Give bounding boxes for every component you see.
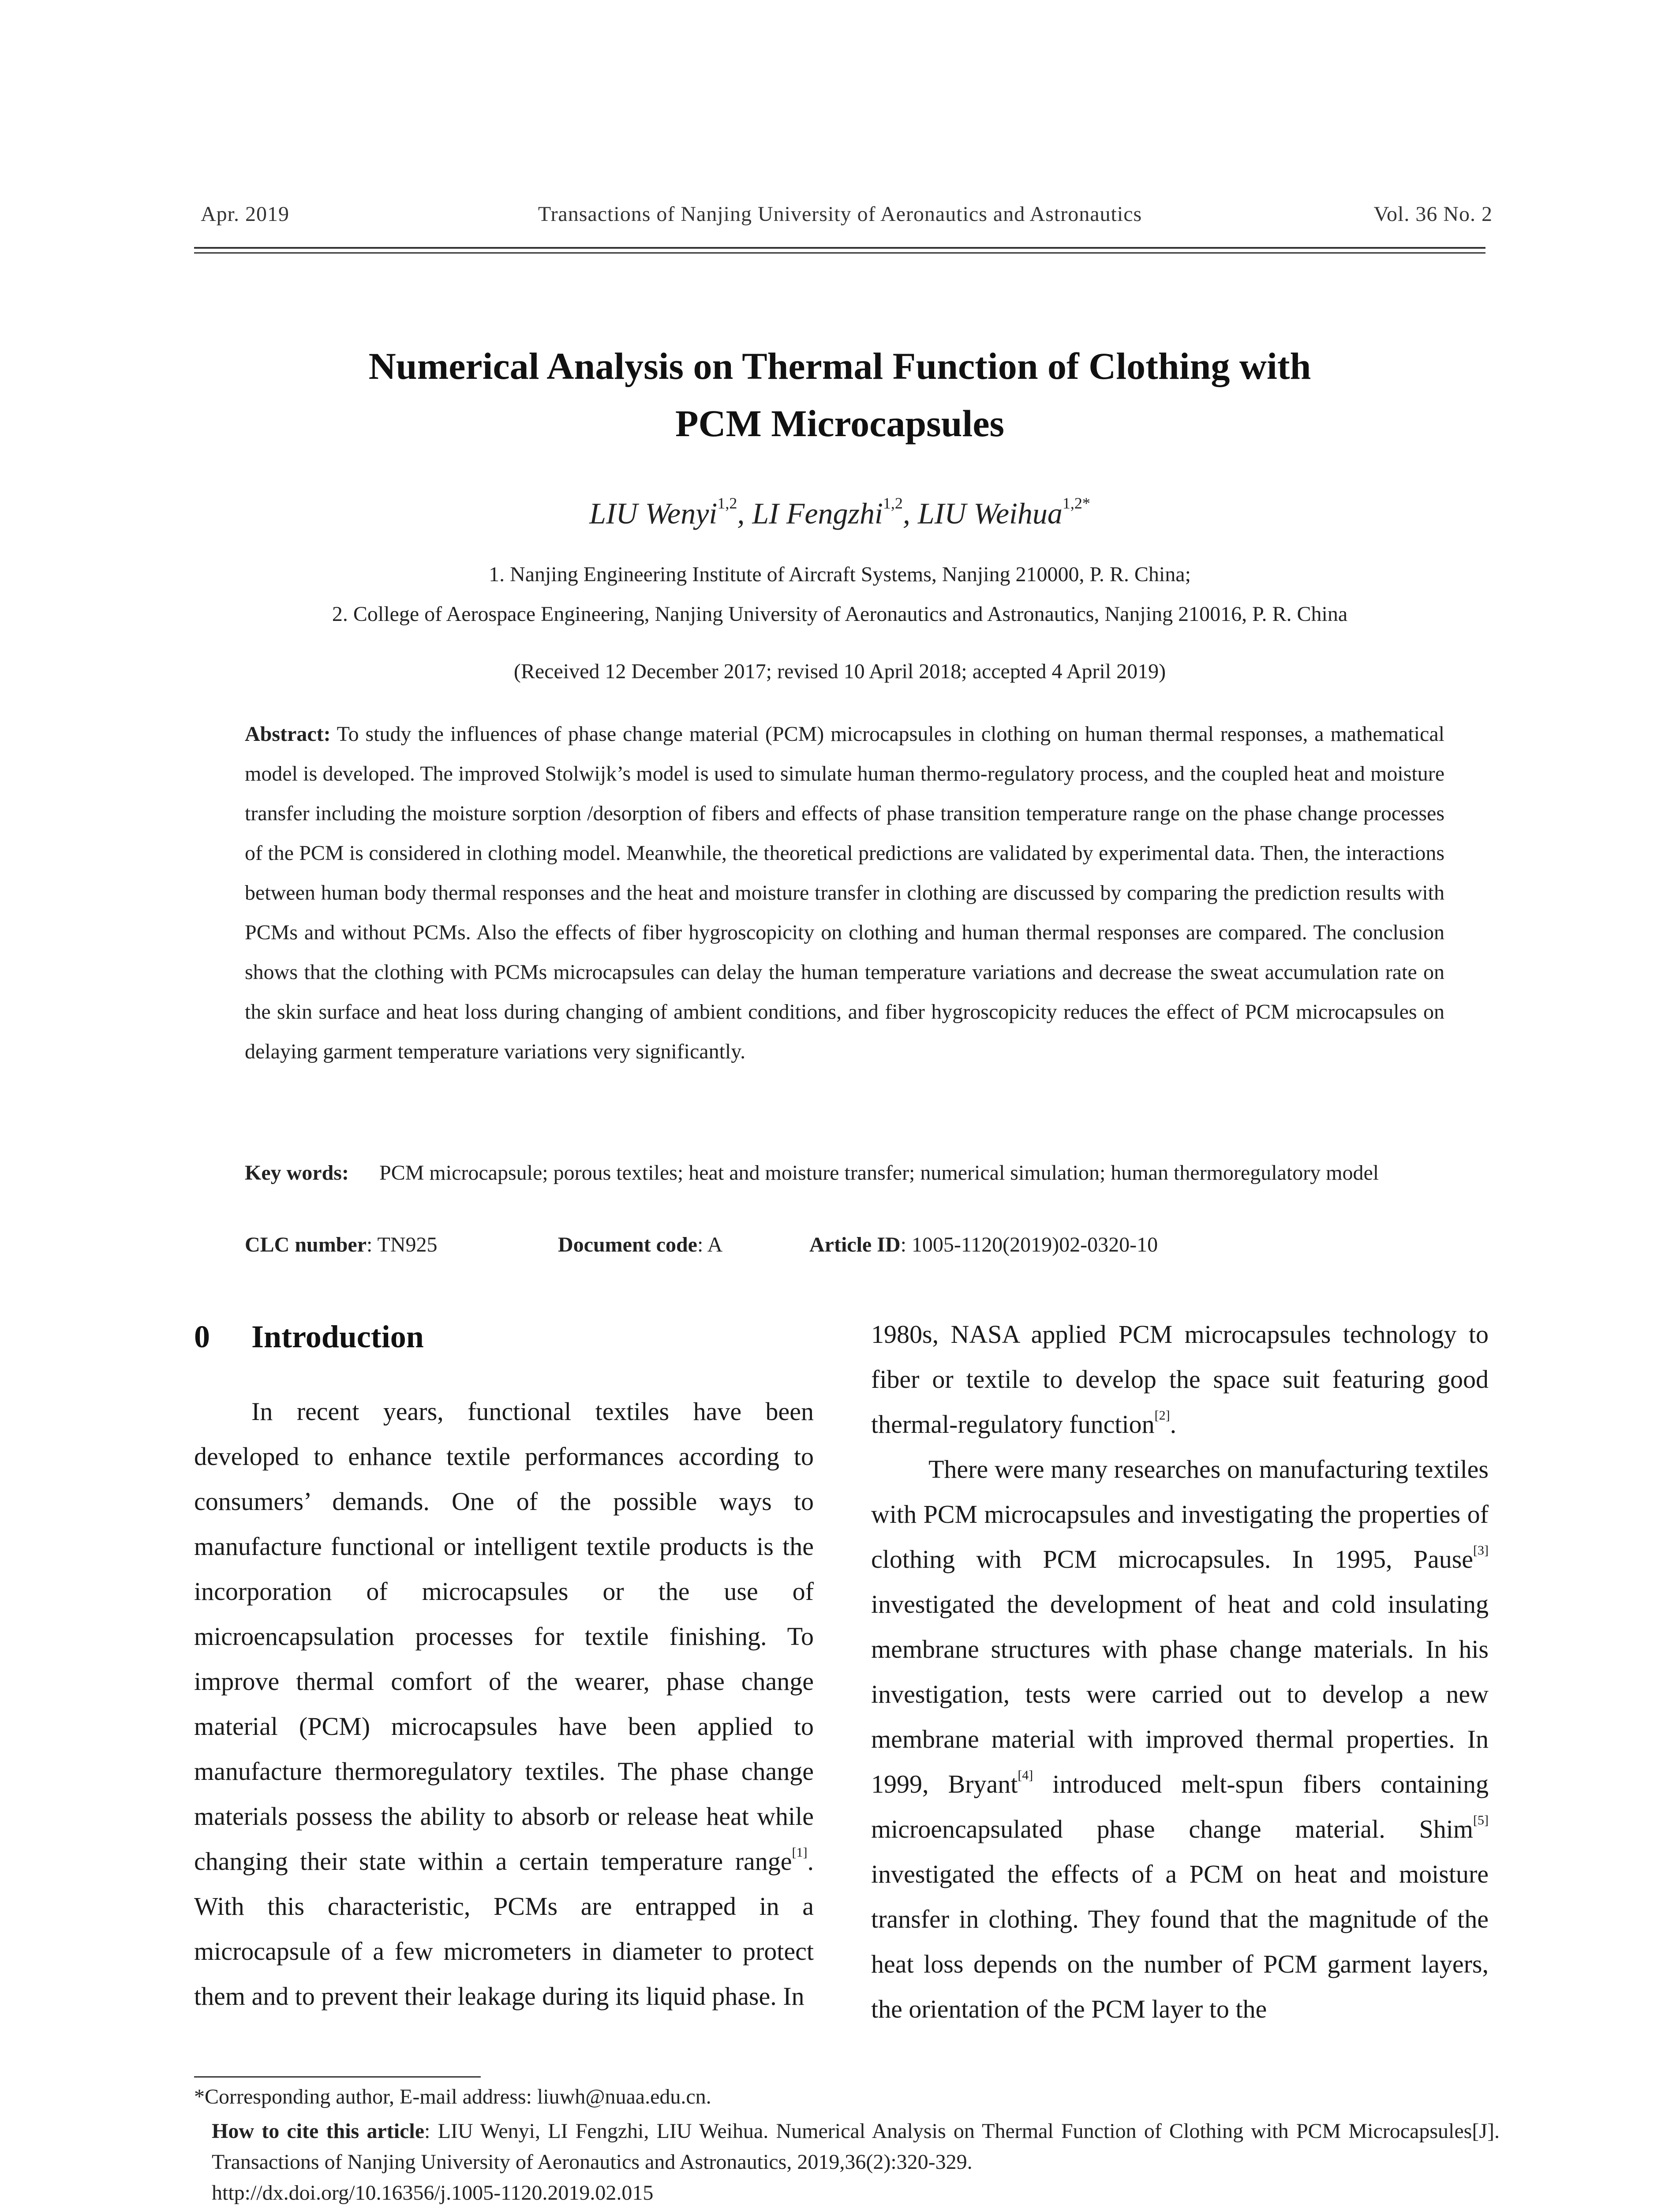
citation-ref[interactable]: [3] bbox=[1473, 1543, 1489, 1558]
abstract-label: Abstract: bbox=[245, 722, 331, 746]
section-heading bbox=[194, 1319, 424, 1355]
author-affiliation-mark: 1,2 bbox=[717, 494, 737, 512]
citation-ref[interactable]: [1] bbox=[792, 1845, 808, 1860]
section-number: 0 bbox=[194, 1319, 210, 1354]
author-list bbox=[194, 494, 1485, 531]
paper-title-line-1: Numerical Analysis on Thermal Function of Clothing with bbox=[368, 345, 1311, 387]
citation-ref[interactable]: [4] bbox=[1018, 1768, 1033, 1783]
header-date: Apr. 2019 bbox=[201, 202, 289, 226]
document-code: Document code: A bbox=[558, 1233, 723, 1256]
article-id: Article ID: 1005-1120(2019)02-0320-10 bbox=[809, 1233, 1158, 1256]
citation-label: How to cite this article bbox=[212, 2119, 425, 2143]
citation-text: : LIU Wenyi, LI Fengzhi, LIU Weihua. Numerical Analysis on Thermal Function of Clothing with PCM Microcapsules[J]. Transactions of Nanjing University of Aeronautics and Astronautics, 2019,36(2):320-329. bbox=[212, 2119, 1500, 2174]
paper-title-line-2: PCM Microcapsules bbox=[675, 402, 1004, 445]
body-paragraph bbox=[871, 1447, 1489, 2032]
citation-ref[interactable]: [2] bbox=[1154, 1408, 1170, 1423]
author-name: LIU Wenyi bbox=[589, 497, 718, 530]
body-text: introduced melt-spun fibers containing microencapsulated phase change material. Shim bbox=[871, 1770, 1489, 1843]
document-code-label: Document code bbox=[558, 1233, 697, 1256]
body-paragraph bbox=[194, 1389, 814, 2019]
clc-number: CLC number: TN925 bbox=[245, 1233, 438, 1256]
keywords bbox=[245, 1153, 1444, 1193]
body-column-left bbox=[194, 1389, 814, 2019]
body-text: 1980s, NASA applied PCM microcapsules technology to fiber or textile to develop the space suit featuring good thermal-regulatory function bbox=[871, 1320, 1489, 1439]
keywords-label: Key words: bbox=[245, 1161, 349, 1185]
body-text: investigated the development of heat and cold insulating membrane structures with phase change materials. In his investigation, tests were carried out to develop a new membrane material with improved thermal properties. In 1999, Bryant bbox=[871, 1590, 1489, 1798]
body-text: In recent years, functional textiles have been developed to enhance textile performances according to consumers’ demands. One of the possible ways to manufacture functional or intelligent textile products is the incorporation of microcapsules or the use of microencapsulation processes for textile finishing. To improve thermal comfort of the wearer, phase change material (PCM) microcapsules have been applied to manufacture thermoregulatory textiles. The phase change materials possess the ability to absorb or release heat while changing their state within a certain temperature range bbox=[194, 1397, 814, 1876]
section-title: Introduction bbox=[251, 1319, 424, 1354]
keywords-text: PCM microcapsule; porous textiles; heat and moisture transfer; numerical simulation; human thermoregulatory model bbox=[379, 1161, 1379, 1185]
header-rule-bottom bbox=[194, 252, 1485, 254]
author-separator: , bbox=[737, 497, 752, 530]
footnotes bbox=[194, 2082, 1500, 2205]
clc-label: CLC number bbox=[245, 1233, 367, 1256]
affiliation-2: 2. College of Aerospace Engineering, Nanjing University of Aeronautics and Astronautics, Nanjing 210016, P. R. China bbox=[332, 602, 1348, 626]
body-column-right bbox=[871, 1312, 1489, 2032]
received-dates: (Received 12 December 2017; revised 10 April 2018; accepted 4 April 2019) bbox=[513, 660, 1166, 683]
paper-title bbox=[194, 337, 1485, 452]
clc-value: TN925 bbox=[377, 1233, 438, 1256]
header-journal: Transactions of Nanjing University of Aeronautics and Astronautics bbox=[538, 202, 1142, 226]
abstract bbox=[245, 714, 1444, 1072]
author-affiliation-mark: 1,2* bbox=[1062, 494, 1090, 512]
article-id-label: Article ID bbox=[809, 1233, 901, 1256]
abstract-text: To study the influences of phase change material (PCM) microcapsules in clothing on human thermal responses, a mathematical model is developed. The improved Stolwijk’s model is used to simulate human thermo-regulatory process, and the coupled heat and moisture transfer including the moisture sorption /desorption of fibers and effects of phase transition temperature range on the phase change processes of the PCM is considered in clothing model. Meanwhile, the theoretical predictions are validated by experimental data. Then, the interactions between human body thermal responses and the heat and moisture transfer in clothing are discussed by comparing the prediction results with PCMs and without PCMs. Also the effects of fiber hygroscopicity on clothing and human thermal responses are compared. The conclusion shows that the clothing with PCMs microcapsules can delay the human temperature variations and decrease the sweat accumulation rate on the skin surface and heat loss during changing of ambient conditions, and fiber hygroscopicity reduces the effect of PCM microcapsules on delaying garment temperature variations very significantly. bbox=[245, 722, 1444, 1063]
author-separator: , bbox=[902, 497, 918, 530]
author-affiliation-mark: 1,2 bbox=[883, 494, 903, 512]
document-code-value: A bbox=[707, 1233, 723, 1256]
body-paragraph bbox=[871, 1312, 1489, 1447]
corresponding-author-note: *Corresponding author, E-mail address: liuwh@nuaa.edu.cn. bbox=[194, 2085, 711, 2108]
affiliation-1: 1. Nanjing Engineering Institute of Aircraft Systems, Nanjing 210000, P. R. China; bbox=[489, 563, 1191, 586]
header-rule-top bbox=[194, 247, 1485, 249]
article-id-value: 1005-1120(2019)02-0320-10 bbox=[911, 1233, 1158, 1256]
doi-link[interactable]: http://dx.doi.org/10.16356/j.1005-1120.2019.02.015 bbox=[212, 2181, 654, 2205]
body-text: . With this characteristic, PCMs are entrapped in a microcapsule of a few micrometers in diameter to protect them and to prevent their leakage during its liquid phase. In bbox=[194, 1847, 814, 2011]
footnote-rule bbox=[194, 2076, 481, 2078]
body-text: . bbox=[1170, 1410, 1177, 1439]
body-text: investigated the effects of a PCM on heat and moisture transfer in clothing. They found that the magnitude of the heat loss depends on the number of PCM garment layers, the orientation of the PCM layer to the bbox=[871, 1860, 1489, 2023]
citation-ref[interactable]: [5] bbox=[1473, 1813, 1489, 1828]
author-name: LI Fengzhi bbox=[752, 497, 883, 530]
header-volume: Vol. 36 No. 2 bbox=[1373, 202, 1493, 226]
body-text: There were many researches on manufacturing textiles with PCM microcapsules and investigating the properties of clothing with PCM microcapsules. In 1995, Pause bbox=[871, 1455, 1489, 1573]
author-name: LIU Weihua bbox=[917, 497, 1063, 530]
citation-note bbox=[212, 2116, 1500, 2178]
